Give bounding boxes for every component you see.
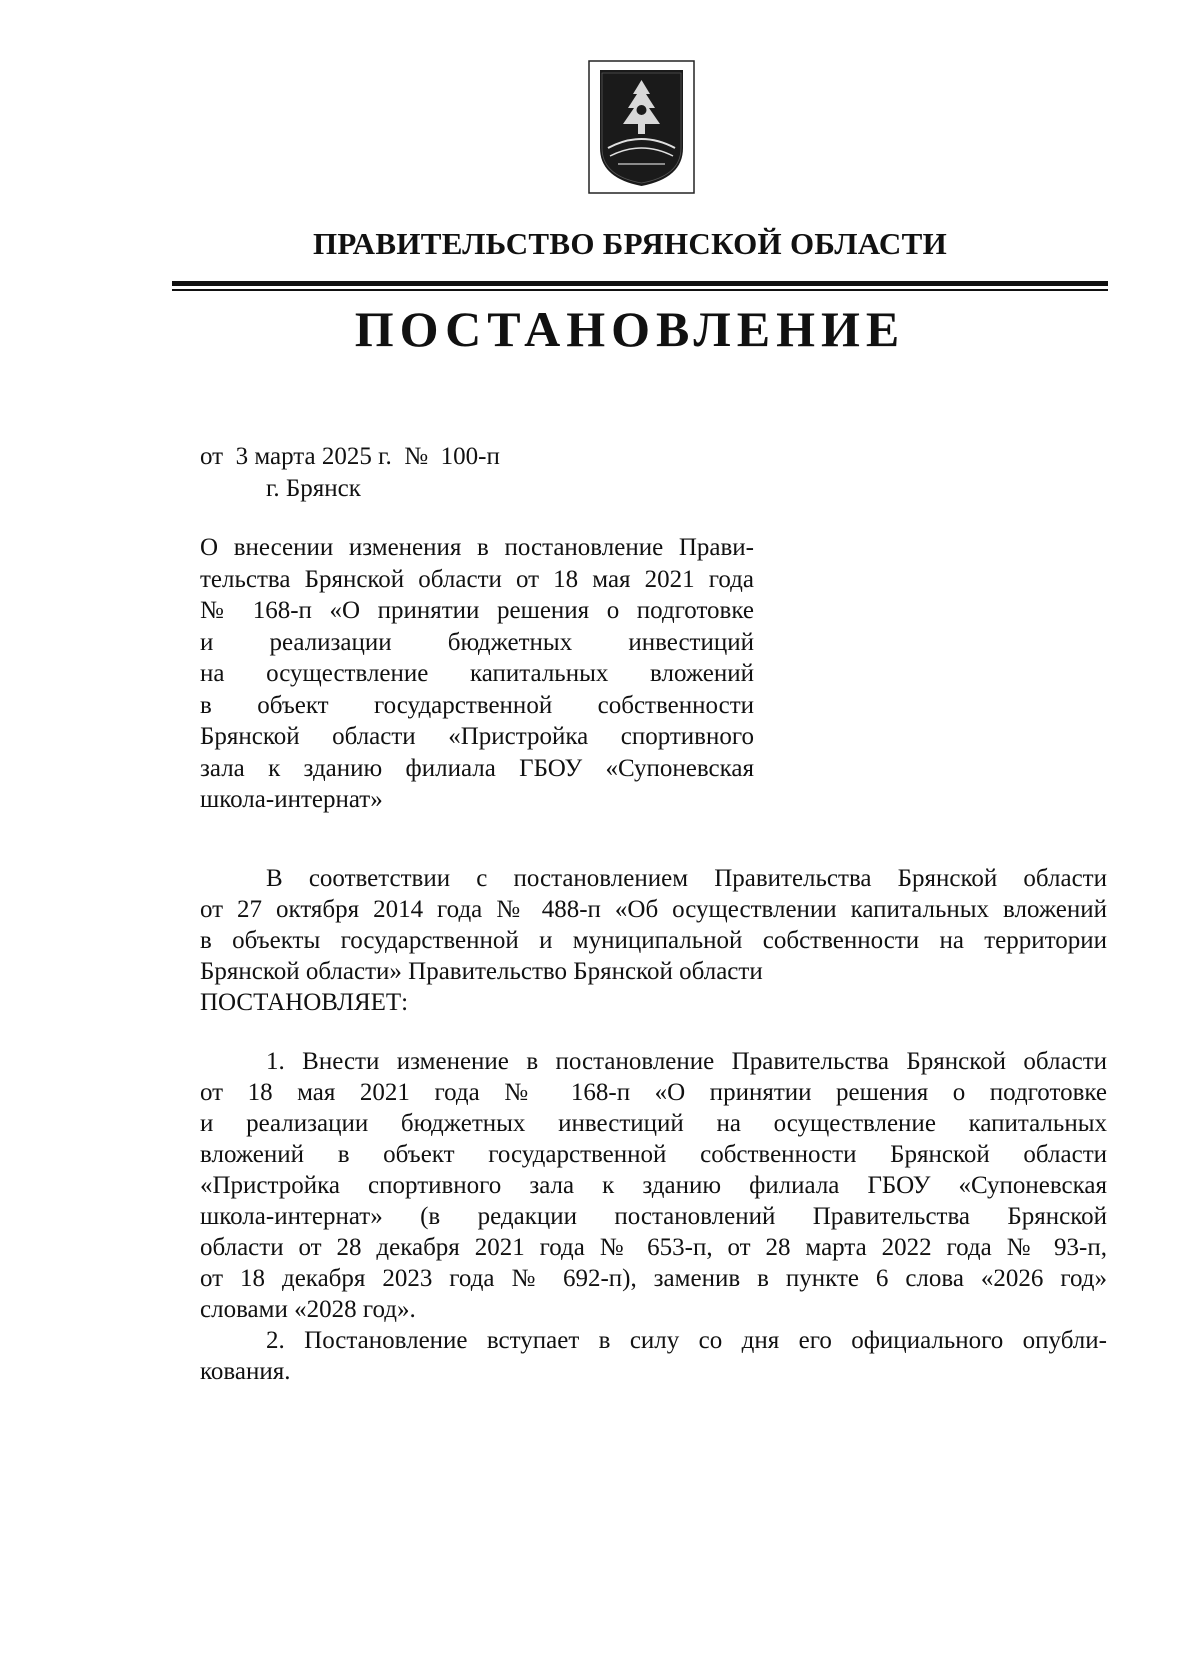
preamble-line: В соответствии с постановлением Правительства Брянской области (266, 865, 1107, 892)
item-1-paragraph (200, 1046, 1107, 1325)
subject-line: на осуществление капитальных вложений (200, 660, 754, 687)
document-subject (200, 532, 754, 816)
preamble-line: в объекты государственной и муниципальной собственности на территории (200, 927, 1107, 954)
preamble-line: Брянской области» Правительство Брянской области (200, 958, 763, 985)
subject-line: Брянской области «Пристройка спортивного (200, 723, 754, 750)
subject-line: тельства Брянской области от 18 мая 2021 года (200, 565, 754, 593)
preamble-paragraph (200, 863, 1107, 1018)
subject-line: О внесении изменения в постановление Прави- (200, 534, 754, 561)
paragraph-gap (200, 1018, 1107, 1046)
item-1-line: словами «2028 год». (200, 1296, 416, 1323)
document-body (200, 863, 1107, 1387)
preamble-line: от 27 октября 2014 года № 488-п «Об осуществлении капитальных вложений (200, 896, 1107, 923)
subject-line: школа-интернат» (200, 786, 383, 813)
subject-line: и реализации бюджетных инвестиций (200, 628, 754, 656)
item-1-line: вложений в объект государственной собственности Брянской области (200, 1141, 1107, 1168)
item-1-line: «Пристройка спортивного зала к зданию филиала ГБОУ «Супоневская (200, 1172, 1107, 1199)
header-rule-thick (172, 281, 1108, 286)
document-type-title: ПОСТАНОВЛЕНИЕ (354, 301, 906, 357)
document-city: г. Брянск (266, 475, 361, 502)
resolves-keyword: ПОСТАНОВЛЯЕТ: (200, 989, 409, 1016)
coat-of-arms-icon (588, 60, 695, 194)
header-rule-thin (172, 289, 1108, 291)
organization-title: ПРАВИТЕЛЬСТВО БРЯНСКОЙ ОБЛАСТИ (312, 226, 948, 261)
item-1-line: от 18 мая 2021 года № 168-п «О принятии решения о подготовке (200, 1079, 1107, 1106)
item-2-line: 2. Постановление вступает в силу со дня его официального опубли- (266, 1327, 1107, 1354)
subject-line: зала к зданию филиала ГБОУ «Супоневская (200, 754, 754, 782)
item-1-line: школа-интернат» (в редакции постановлений Правительства Брянской (200, 1203, 1107, 1230)
item-2-paragraph (200, 1325, 1107, 1387)
item-2-line: кования. (200, 1358, 291, 1385)
document-date-number: от 3 марта 2025 г. № 100-п (200, 443, 500, 470)
item-1-line: 1. Внести изменение в постановление Правительства Брянской области (266, 1048, 1107, 1075)
item-1-line: и реализации бюджетных инвестиций на осуществление капитальных (200, 1110, 1107, 1137)
item-1-line: от 18 декабря 2023 года № 692-п), заменив в пункте 6 слова «2026 год» (200, 1265, 1107, 1292)
item-1-line: области от 28 декабря 2021 года № 653-п, от 28 марта 2022 года № 93-п, (200, 1234, 1107, 1261)
subject-line: в объект государственной собственности (200, 691, 754, 719)
subject-line: № 168-п «О принятии решения о подготовке (200, 597, 754, 624)
